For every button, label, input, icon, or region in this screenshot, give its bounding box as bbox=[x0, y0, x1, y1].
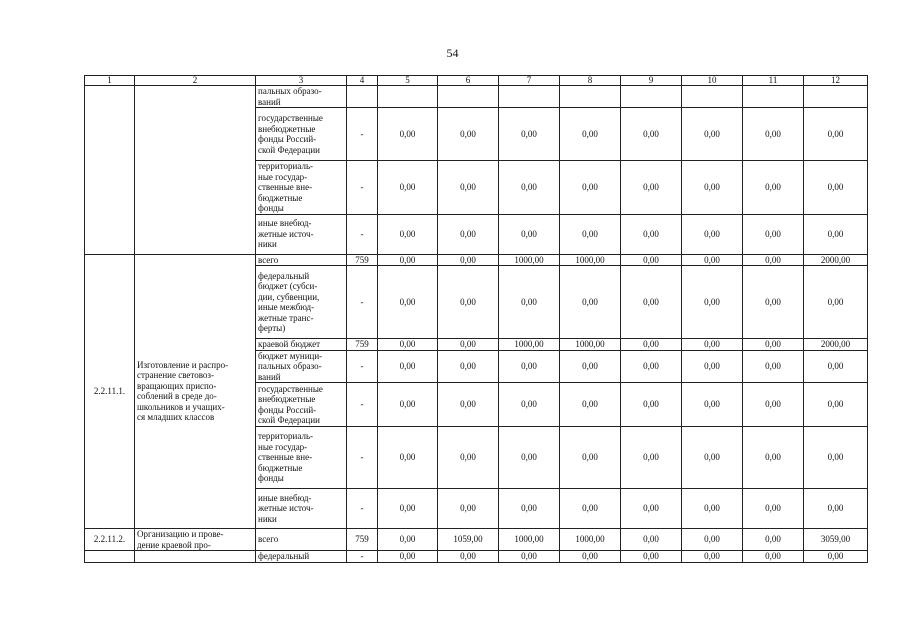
amount-cell bbox=[621, 86, 682, 108]
amount-cell: 0,00 bbox=[621, 427, 682, 489]
table-row bbox=[85, 254, 868, 266]
column-header: 9 bbox=[621, 76, 682, 86]
amount-cell: 0,00 bbox=[378, 254, 438, 266]
amount-cell: 0,00 bbox=[743, 108, 804, 161]
table-body bbox=[85, 86, 868, 563]
amount-cell: 0,00 bbox=[743, 339, 804, 351]
amount-cell: 0,00 bbox=[560, 108, 621, 161]
amount-cell: 0,00 bbox=[378, 108, 438, 161]
amount-cell: 0,00 bbox=[682, 254, 743, 266]
column-header: 6 bbox=[438, 76, 499, 86]
column-header: 12 bbox=[804, 76, 868, 86]
amount-cell: 0,00 bbox=[804, 350, 868, 383]
amount-cell: 1000,00 bbox=[560, 254, 621, 266]
column-header: 7 bbox=[499, 76, 560, 86]
funding-source-cell: территориаль- ные государ- ственные вне- бюджетные фонды bbox=[256, 427, 347, 489]
table-row bbox=[85, 529, 868, 551]
funding-source-cell: всего bbox=[256, 529, 347, 551]
code-column-cell: 759 bbox=[347, 529, 378, 551]
amount-cell: 0,00 bbox=[378, 339, 438, 351]
amount-cell: 0,00 bbox=[682, 161, 743, 215]
amount-cell: 0,00 bbox=[560, 214, 621, 254]
code-column-cell: 759 bbox=[347, 254, 378, 266]
amount-cell: 0,00 bbox=[378, 551, 438, 563]
amount-cell: 0,00 bbox=[743, 161, 804, 215]
row-code-cell bbox=[85, 551, 135, 563]
column-header: 5 bbox=[378, 76, 438, 86]
funding-source-cell: территориаль- ные государ- ственные вне- бюджетные фонды bbox=[256, 161, 347, 215]
amount-cell: 0,00 bbox=[621, 108, 682, 161]
column-header: 10 bbox=[682, 76, 743, 86]
amount-cell: 0,00 bbox=[378, 350, 438, 383]
amount-cell: 0,00 bbox=[621, 339, 682, 351]
amount-cell: 0,00 bbox=[560, 161, 621, 215]
funding-source-cell: иные внебюд- жетные источ- ники bbox=[256, 214, 347, 254]
amount-cell: 0,00 bbox=[438, 339, 499, 351]
amount-cell: 2000,00 bbox=[804, 254, 868, 266]
amount-cell: 0,00 bbox=[743, 383, 804, 427]
funding-source-cell: государственные внебюджетные фонды Россий- ской Федерации bbox=[256, 108, 347, 161]
code-column-cell: - bbox=[347, 383, 378, 427]
budget-table bbox=[84, 75, 868, 563]
amount-cell bbox=[438, 86, 499, 108]
amount-cell: 0,00 bbox=[378, 383, 438, 427]
amount-cell: 0,00 bbox=[682, 214, 743, 254]
amount-cell: 0,00 bbox=[682, 489, 743, 529]
amount-cell: 0,00 bbox=[743, 266, 804, 339]
amount-cell: 1000,00 bbox=[499, 254, 560, 266]
amount-cell: 0,00 bbox=[378, 489, 438, 529]
funding-source-cell: федеральный бюджет (субси- дии, субвенции, иные межбюд- жетные транс- ферты) bbox=[256, 266, 347, 339]
amount-cell: 0,00 bbox=[743, 529, 804, 551]
funding-source-cell: всего bbox=[256, 254, 347, 266]
amount-cell: 3059,00 bbox=[804, 529, 868, 551]
amount-cell: 0,00 bbox=[560, 350, 621, 383]
amount-cell: 2000,00 bbox=[804, 339, 868, 351]
amount-cell: 0,00 bbox=[378, 529, 438, 551]
code-column-cell: - bbox=[347, 350, 378, 383]
amount-cell: 0,00 bbox=[743, 551, 804, 563]
amount-cell: 0,00 bbox=[804, 214, 868, 254]
amount-cell bbox=[804, 86, 868, 108]
funding-source-cell: бюджет муници- пальных образо- ваний bbox=[256, 350, 347, 383]
amount-cell: 0,00 bbox=[378, 266, 438, 339]
amount-cell: 0,00 bbox=[682, 108, 743, 161]
amount-cell: 0,00 bbox=[438, 108, 499, 161]
amount-cell: 0,00 bbox=[438, 383, 499, 427]
amount-cell: 0,00 bbox=[682, 266, 743, 339]
amount-cell: 0,00 bbox=[682, 339, 743, 351]
amount-cell: 0,00 bbox=[682, 350, 743, 383]
amount-cell: 0,00 bbox=[682, 551, 743, 563]
page-number: 54 bbox=[446, 46, 459, 60]
amount-cell: 0,00 bbox=[438, 427, 499, 489]
amount-cell: 0,00 bbox=[438, 350, 499, 383]
amount-cell: 0,00 bbox=[621, 266, 682, 339]
column-header: 3 bbox=[256, 76, 347, 86]
amount-cell: 0,00 bbox=[499, 551, 560, 563]
amount-cell: 0,00 bbox=[499, 350, 560, 383]
amount-cell: 0,00 bbox=[499, 383, 560, 427]
code-column-cell: - bbox=[347, 551, 378, 563]
row-name-cell: Организацию и прове- дение краевой про- bbox=[135, 529, 256, 551]
amount-cell: 0,00 bbox=[804, 489, 868, 529]
amount-cell: 0,00 bbox=[438, 214, 499, 254]
row-code-cell bbox=[85, 86, 135, 255]
column-header: 2 bbox=[135, 76, 256, 86]
code-column-cell: - bbox=[347, 214, 378, 254]
amount-cell: 0,00 bbox=[438, 489, 499, 529]
amount-cell: 0,00 bbox=[438, 266, 499, 339]
amount-cell: 0,00 bbox=[378, 161, 438, 215]
amount-cell: 0,00 bbox=[378, 427, 438, 489]
amount-cell: 0,00 bbox=[560, 427, 621, 489]
funding-source-cell: краевой бюджет bbox=[256, 339, 347, 351]
code-column-cell: - bbox=[347, 266, 378, 339]
amount-cell: 0,00 bbox=[438, 161, 499, 215]
amount-cell: 0,00 bbox=[621, 350, 682, 383]
code-column-cell: - bbox=[347, 108, 378, 161]
amount-cell: 0,00 bbox=[743, 350, 804, 383]
amount-cell: 0,00 bbox=[804, 551, 868, 563]
amount-cell: 0,00 bbox=[560, 551, 621, 563]
code-column-cell: - bbox=[347, 161, 378, 215]
amount-cell: 0,00 bbox=[438, 254, 499, 266]
amount-cell: 0,00 bbox=[743, 427, 804, 489]
funding-source-cell: пальных образо- ваний bbox=[256, 86, 347, 108]
amount-cell: 0,00 bbox=[438, 551, 499, 563]
amount-cell: 1000,00 bbox=[499, 529, 560, 551]
row-code-cell: 2.2.11.2. bbox=[85, 529, 135, 551]
amount-cell: 0,00 bbox=[804, 427, 868, 489]
amount-cell: 0,00 bbox=[621, 161, 682, 215]
table-row bbox=[85, 86, 868, 108]
funding-source-cell: иные внебюд- жетные источ- ники bbox=[256, 489, 347, 529]
amount-cell: 1059,00 bbox=[438, 529, 499, 551]
row-name-cell bbox=[135, 551, 256, 563]
amount-cell: 0,00 bbox=[621, 551, 682, 563]
amount-cell: 1000,00 bbox=[560, 529, 621, 551]
amount-cell: 0,00 bbox=[682, 383, 743, 427]
amount-cell: 0,00 bbox=[804, 383, 868, 427]
code-column-cell: - bbox=[347, 427, 378, 489]
amount-cell: 0,00 bbox=[560, 489, 621, 529]
amount-cell bbox=[499, 86, 560, 108]
amount-cell: 0,00 bbox=[804, 161, 868, 215]
amount-cell: 0,00 bbox=[804, 108, 868, 161]
row-code-cell: 2.2.11.1. bbox=[85, 254, 135, 529]
amount-cell: 0,00 bbox=[621, 383, 682, 427]
column-header: 11 bbox=[743, 76, 804, 86]
amount-cell: 0,00 bbox=[743, 214, 804, 254]
amount-cell: 0,00 bbox=[560, 266, 621, 339]
column-header: 1 bbox=[85, 76, 135, 86]
funding-source-cell: федеральный bbox=[256, 551, 347, 563]
amount-cell: 0,00 bbox=[621, 214, 682, 254]
header-row bbox=[85, 76, 868, 86]
column-header: 8 bbox=[560, 76, 621, 86]
amount-cell bbox=[378, 86, 438, 108]
amount-cell: 0,00 bbox=[560, 383, 621, 427]
amount-cell: 0,00 bbox=[499, 108, 560, 161]
amount-cell: 1000,00 bbox=[560, 339, 621, 351]
amount-cell: 0,00 bbox=[743, 254, 804, 266]
amount-cell: 0,00 bbox=[804, 266, 868, 339]
column-header: 4 bbox=[347, 76, 378, 86]
amount-cell: 0,00 bbox=[682, 427, 743, 489]
table-row bbox=[85, 551, 868, 563]
amount-cell: 0,00 bbox=[743, 489, 804, 529]
code-column-cell: 759 bbox=[347, 339, 378, 351]
amount-cell bbox=[743, 86, 804, 108]
amount-cell: 0,00 bbox=[621, 529, 682, 551]
row-name-cell: Изготовление и распро- странение световоз- вращающих приспо- соблений в среде до- школьников и учащих- ся младших классов bbox=[135, 254, 256, 529]
amount-cell: 0,00 bbox=[621, 489, 682, 529]
amount-cell: 1000,00 bbox=[499, 339, 560, 351]
amount-cell bbox=[682, 86, 743, 108]
amount-cell: 0,00 bbox=[499, 214, 560, 254]
amount-cell: 0,00 bbox=[499, 161, 560, 215]
code-column-cell: - bbox=[347, 489, 378, 529]
amount-cell: 0,00 bbox=[499, 266, 560, 339]
amount-cell: 0,00 bbox=[499, 489, 560, 529]
amount-cell: 0,00 bbox=[378, 214, 438, 254]
funding-source-cell: государственные внебюджетные фонды Россий- ской Федерации bbox=[256, 383, 347, 427]
row-name-cell bbox=[135, 86, 256, 255]
amount-cell: 0,00 bbox=[621, 254, 682, 266]
amount-cell: 0,00 bbox=[682, 529, 743, 551]
amount-cell: 0,00 bbox=[499, 427, 560, 489]
code-column-cell bbox=[347, 86, 378, 108]
amount-cell bbox=[560, 86, 621, 108]
